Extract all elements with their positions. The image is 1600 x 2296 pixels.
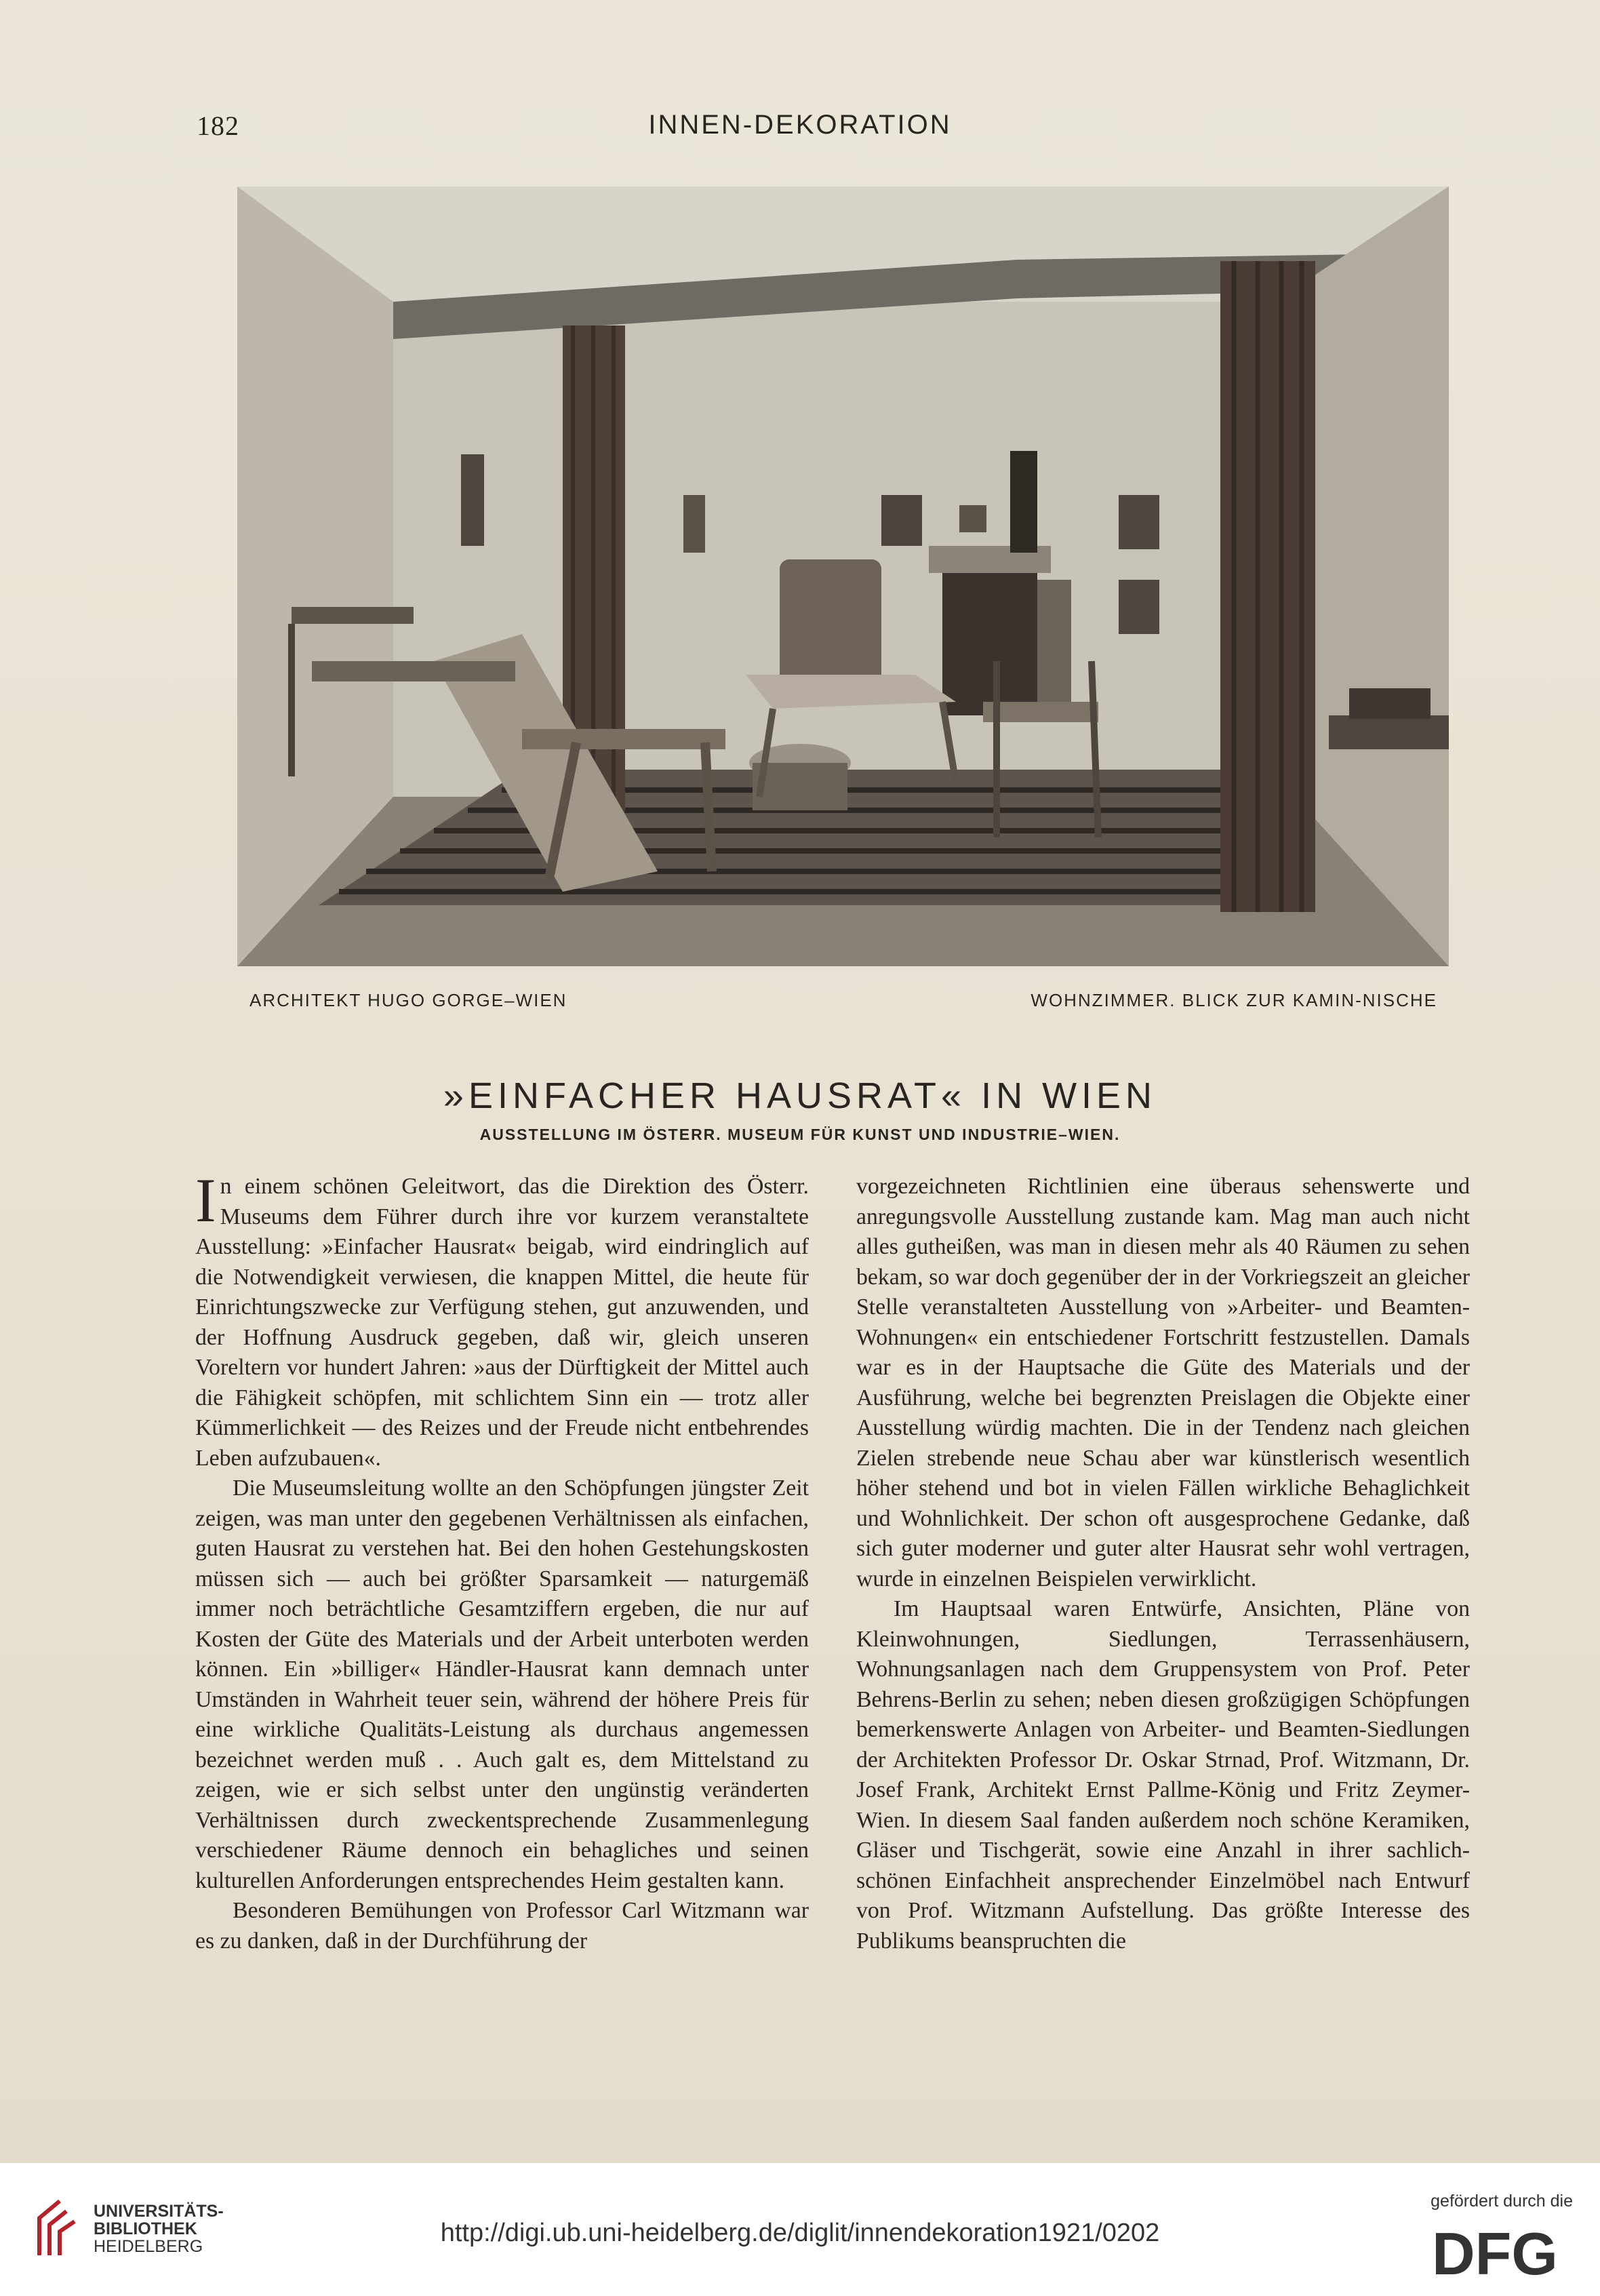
library-name-line: HEIDELBERG [94, 2237, 203, 2256]
dfg-logo-text: DFG [1432, 2225, 1558, 2280]
paragraph: Die Museumsleitung wollte an den Schöpfungen jüngster Zeit zeigen, was man unter den gegebenen Verhältnissen als einfachen, guten Hausrat zu verstehen hat. Bei den hohen Gestehungskosten müssen sich — auch bei größter Sparsamkeit — naturgemäß immer noch beträchtliche Gesamtziffern ergeben, die nur auf Kosten der Güte des Materials und der Arbeit unterboten werden können. Ein »billiger« Händler-Hausrat kann demnach unter Umständen in Wahrheit teuer sein, während der höhere Preis für eine wirkliche Qualitäts-Leistung als durchaus angemessen bezeichnet werden muß . . Auch galt es, dem Mittelstand zu zeigen, wie er sich selbst unter den ungünstig veränderten Verhältnissen durch zweckentsprechende Zusammenlegung verschiedener Räume dennoch ein behagliches und seinen kulturellen Anforderungen entsprechendes Heim gestalten kann. [195, 1476, 809, 1893]
funded-by-label: gefördert durch die [1431, 2192, 1573, 2211]
article-title: »EINFACHER HAUSRAT« IN WIEN [443, 1075, 1157, 1116]
paragraph: Besonderen Bemühungen von Professor Carl Witzmann war es zu danken, daß in der Durchführung der [195, 1898, 809, 1954]
paragraph: vorgezeichneten Richtlinien eine überaus sehenswerte und anregungsvolle Ausstellung zustande kam. Mag man auch nicht alles gutheißen, was man in diesen mehr als 40 Räumen zu sehen bekam, so war doch gegenüber der in der Vorkriegszeit an gleicher Stelle veranstalteten Ausstellung von »Arbeiter- und Beamten-Wohnungen« ein entschiedener Fortschritt festzustellen. Damals war es in der Hauptsache die Güte des Materials und der Ausführung, welche bei begrenzten Preislagen die Objekte einer Ausstellung würdig machten. Die in der Tendenz nach gleichen Zielen strebende neue Schau aber war künstlerisch wesentlich höher stehend und bot in vielen Fällen wirkliche Behaglichkeit und Wohnlichkeit. Der schon oft ausgesprochene Gedanke, daß sich guter moderner und guter alter Hausrat sehr wohl vertragen, wurde in einzelnen Beispielen verwirklicht. [856, 1174, 1470, 1591]
library-name-line: UNIVERSITÄTS- [94, 2202, 224, 2221]
page-number: 182 [197, 111, 239, 141]
paragraph: Im Hauptsaal waren Entwürfe, Ansichten, Pläne von Kleinwohnungen, Siedlungen, Terrassenhäusern, Wohnungsanlagen nach dem Gruppensystem von Prof. Peter Behrens-Berlin zu sehen; neben diesen großzügigen Schöpfungen bemerkenswerte Anlagen von Arbeiter- und Beamten-Siedlungen der Architekten Professor Dr. Oskar Strnad, Prof. Witzmann, Dr. Josef Frank, Architekt Ernst Pallme-König und Fritz Zeymer-Wien. In diesem Saal fanden außerdem noch schöne Keramiken, Gläser und Tischgerät, sowie eine Anzahl in ihrer sachlich-schönen Einfachheit ansprechender Einzelmöbel nach Entwurf von Prof. Witzmann Aufstellung. Das größte Interesse des Publikums beanspruchten die [856, 1596, 1470, 1954]
permalink-url[interactable]: http://digi.ub.uni-heidelberg.de/diglit/innendekoration1921/0202 [440, 2219, 1160, 2247]
living-room-illustration [237, 186, 1449, 966]
paragraph [195, 1166, 809, 1473]
text-column-left [195, 1166, 809, 1956]
library-name-line: BIBLIOTHEK [94, 2219, 197, 2238]
room-photograph [237, 186, 1449, 966]
figure-caption-room: WOHNZIMMER. BLICK ZUR KAMIN-NISCHE [1031, 990, 1437, 1010]
dfg-logo-icon [1417, 2225, 1573, 2280]
running-head: INNEN-DEKORATION [648, 110, 952, 140]
paragraph-text: n einem schönen Geleitwort, das die Direktion des Österr. Museums dem Führer durch ihre vor kurzem veranstaltete Ausstellung: »Einfacher Hausrat« beigab, wird eindringlich auf die Notwendigkeit verwiesen, die knappen Mittel, die heute für Einrichtungszwecke zur Verfügung stehen, gut anzuwenden, und der Hoffnung Ausdruck gegeben, daß wir, gleich unseren Voreltern vor hundert Jahren: »aus der Dürftigkeit der Mittel auch die Fähigkeit schöpfen, mit schlichtem Sinn ein — trotz aller Kümmerlichkeit — des Reizes und der Freude nicht entbehrendes Leben aufzubauen«. [195, 1174, 809, 1471]
figure-caption-architect: ARCHITEKT HUGO GORGE–WIEN [249, 990, 567, 1010]
drop-cap: I [195, 1166, 216, 1235]
digitization-footer [0, 2163, 1600, 2296]
article-subtitle: AUSSTELLUNG IM ÖSTERR. MUSEUM FÜR KUNST UND INDUSTRIE–WIEN. [479, 1126, 1121, 1143]
text-column-right [856, 1172, 1470, 1956]
